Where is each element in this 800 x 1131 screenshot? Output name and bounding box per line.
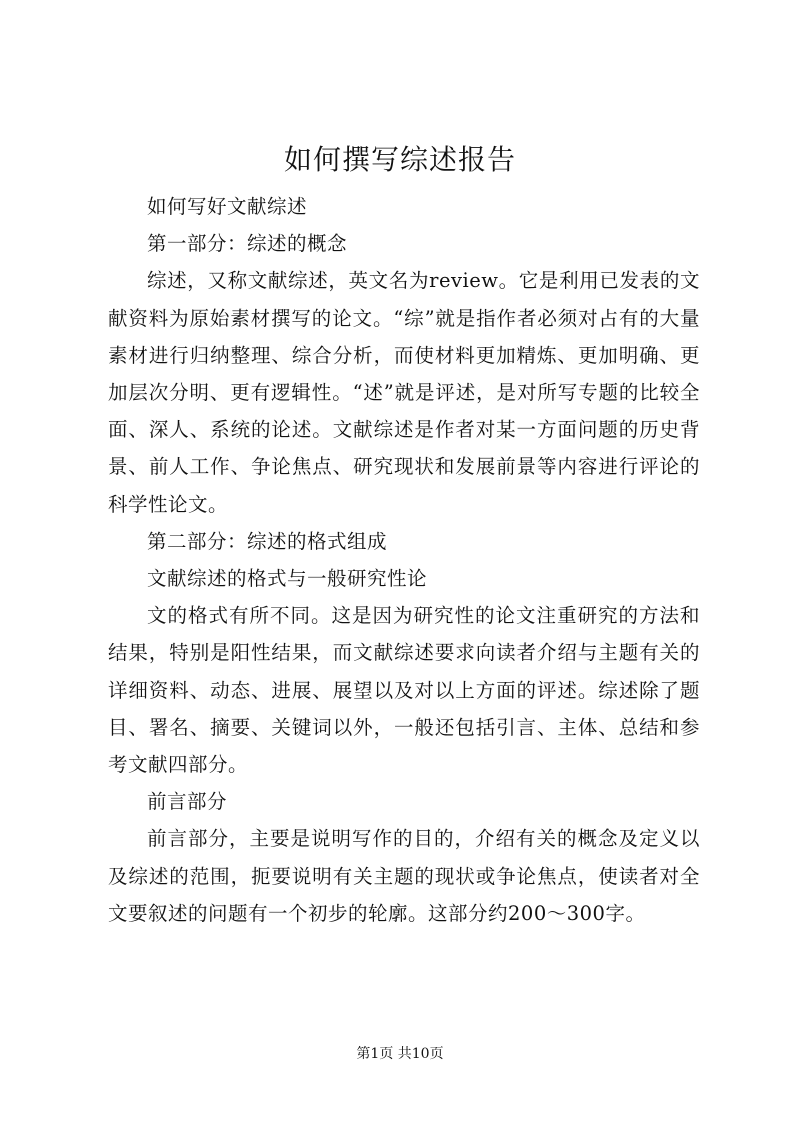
paragraph-preface-details: 前言部分，主要是说明写作的目的，介绍有关的概念及定义以及综述的范围，扼要说明有关主题的现状或争论焦点，使读者对全文要叙述的问题有一个初步的轮廓。这部分约200～300字。 [108, 827, 700, 925]
document-body [108, 188, 700, 932]
paragraph-heading-how-to-write: 如何写好文献综述 [147, 195, 308, 218]
paragraph-section-two-heading: 第二部分：综述的格式组成 [147, 529, 388, 553]
paragraph-review-definition: 综述，又称文献综述，英文名为review。它是利用已发表的文献资料为原始素材撰写的论文。“综”就是指作者必须对占有的大量素材进行归纳整理、综合分析，而使材料更加精炼、更加明确、更加层次分明、更有逻辑性。“述”就是评述，是对所写专题的比较全面、深人、系统的论述。文献综述是作者对某一方面问题的历史背景、前人工作、争论焦点、研究现状和发展前景等内容进行评论的科学性论文。 [108, 269, 700, 516]
document-title: 如何撰写综述报告 [283, 143, 516, 176]
paragraph-preface-heading: 前言部分 [147, 790, 228, 814]
paragraph-section-one-heading: 第一部分：综述的概念 [147, 232, 348, 256]
paragraph-format-details: 文的格式有所不同。这是因为研究性的论文注重研究的方法和结果，特别是阳性结果，而文献综述要求向读者介绍与主题有关的详细资料、动态、进展、展望以及对以上方面的评述。综述除了题目、署名、摘要、关键词以外，一般还包括引言、主体、总结和参考文献四部分。 [108, 604, 700, 777]
paragraph-format-intro: 文献综述的格式与一般研究性论 [147, 567, 428, 591]
page-number-footer: 第1页 共10页 [356, 1046, 444, 1062]
